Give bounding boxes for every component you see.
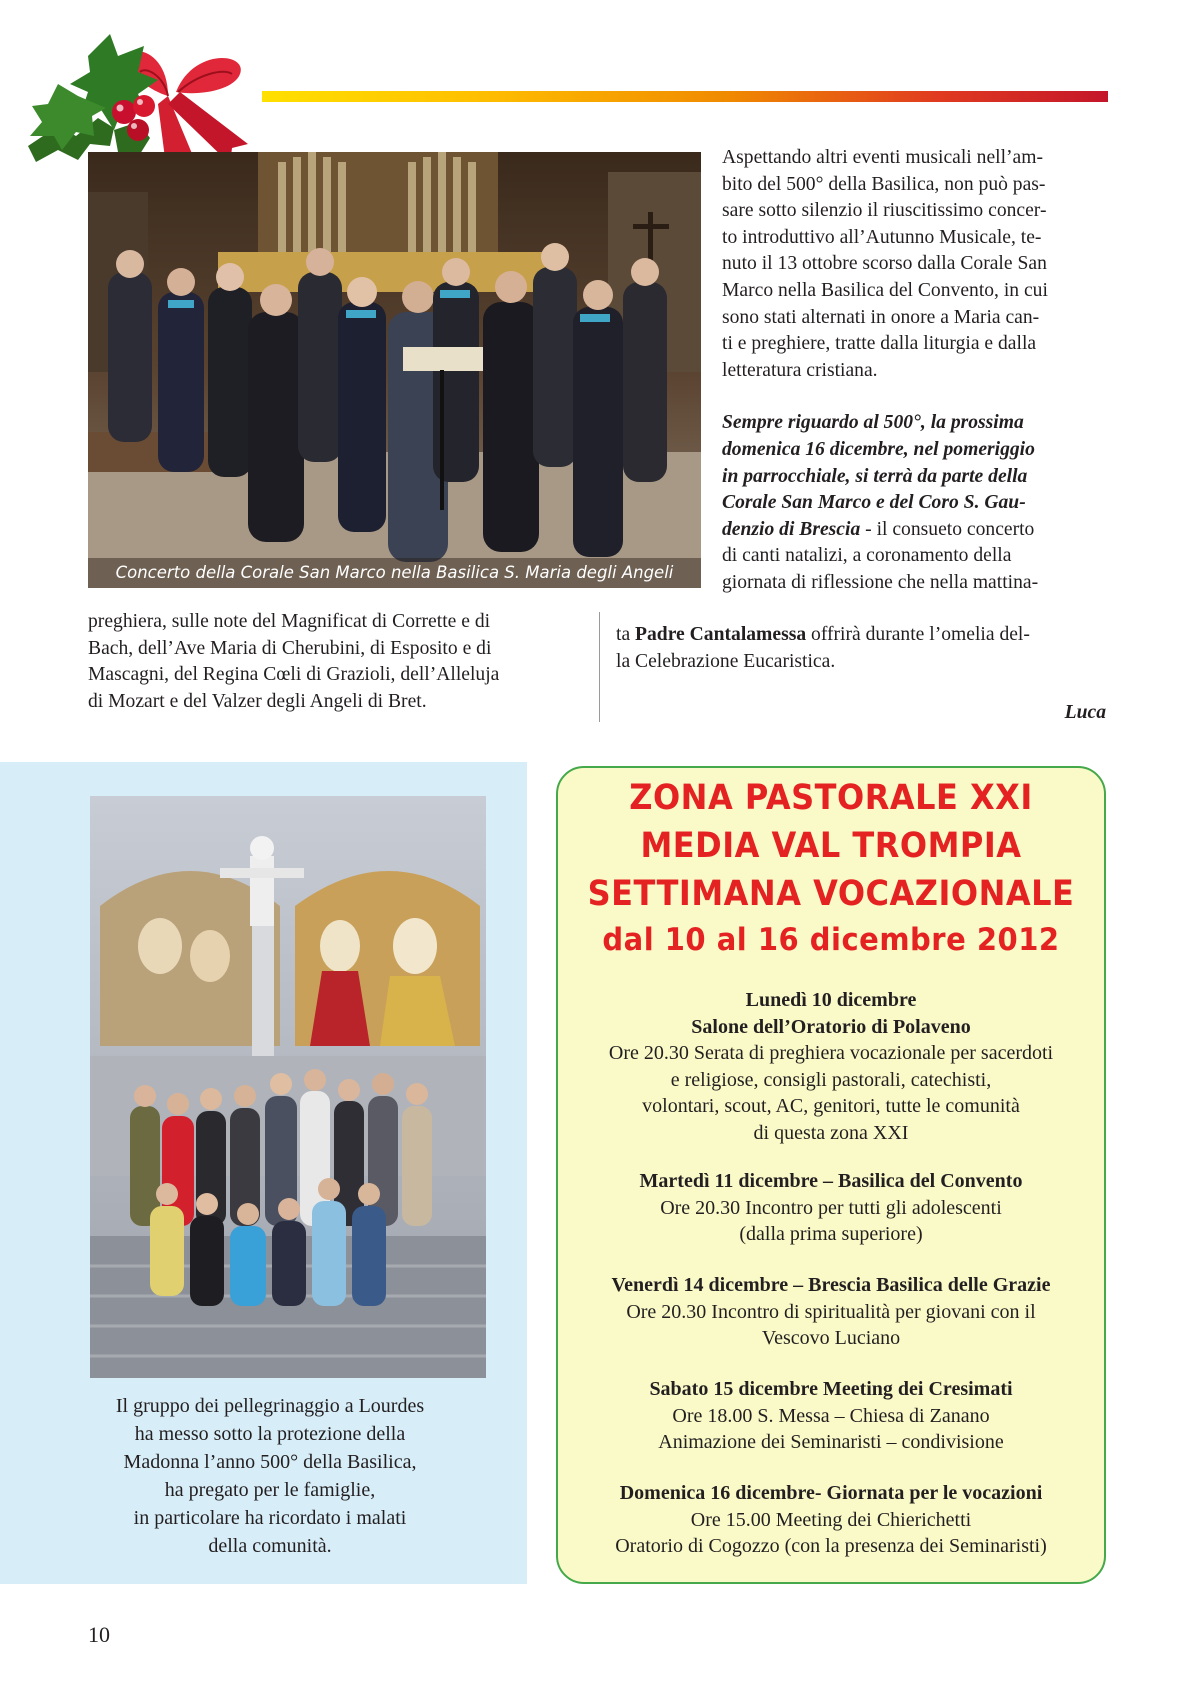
event-monday (556, 987, 1106, 1146)
paragraph-announcement (722, 410, 1106, 596)
event-line: Ore 18.00 S. Messa – Chiesa di Zanano (672, 1404, 990, 1427)
text-line: in parrocchiale, si terrà da parte della (722, 465, 1028, 487)
zona-title-line3: SETTIMANA VOCAZIONALE (587, 872, 1075, 914)
text-line: sono stati alternati in onore a Maria can- (722, 306, 1040, 328)
text-line: Marco nella Basilica del Convento, in cui (722, 279, 1048, 301)
zona-dates: dal 10 al 16 dicembre 2012 (602, 920, 1060, 958)
text-line: nuto il 13 ottobre scorso dalla Corale San (722, 253, 1047, 275)
text-line: ta (616, 624, 636, 645)
event-line: Animazione dei Seminaristi – condivisione (658, 1431, 1004, 1453)
event-saturday (556, 1376, 1106, 1456)
text-line: di Mozart e del Valzer degli Angeli di Bret. (88, 690, 427, 712)
name-padre-cantalamessa: Padre Cantalamessa (635, 624, 807, 645)
event-heading: Domenica 16 dicembre- Giornata per le vocazioni (619, 1482, 1043, 1504)
lourdes-group-photo (90, 796, 486, 1378)
holly-decoration-icon (18, 26, 280, 170)
event-line: Ore 15.00 Meeting dei Chierichetti (690, 1508, 972, 1531)
event-line: (dalla prima superiore) (739, 1223, 923, 1245)
text-line: Corale San Marco e del Coro S. Gau- (722, 492, 1026, 514)
caption-line: Il gruppo dei pellegrinaggio a Lourdes (115, 1395, 425, 1417)
author-signature: Luca (1064, 702, 1106, 723)
text-line: offrirà durante l’omelia del- (806, 624, 1030, 645)
zona-title-line1: ZONA PASTORALE XXI (629, 776, 1033, 818)
text-line: Bach, dell’Ave Maria di Cherubini, di Esposito e di (88, 637, 492, 659)
text-line: - il consueto concerto (860, 518, 1035, 540)
event-sunday (556, 1480, 1106, 1560)
event-line: Ore 20.30 Incontro per tutti gli adolescenti (660, 1196, 1002, 1219)
zona-title-line2: MEDIA VAL TROMPIA (640, 824, 1022, 866)
text-line: di canti natalizi, a coronamento della (722, 545, 1012, 567)
event-heading: Martedì 11 dicembre – Basilica del Convento (639, 1170, 1023, 1192)
event-tuesday (556, 1168, 1106, 1248)
article-wrap-text (616, 622, 1106, 675)
choir-concert-photo (88, 152, 701, 588)
event-line: Vescovo Luciano (761, 1327, 901, 1349)
event-heading: Venerdì 14 dicembre – Brescia Basilica delle Grazie (611, 1274, 1051, 1296)
event-line: Ore 20.30 Serata di preghiera vocazionale per sacerdoti (608, 1042, 1054, 1064)
caption-line: in particolare ha ricordato i malati (133, 1507, 407, 1529)
text-line: letteratura cristiana. (722, 359, 878, 381)
article-left-column (88, 609, 576, 715)
text-line: la Celebrazione Eucaristica. (616, 650, 836, 672)
event-line: Ore 20.30 Incontro di spiritualità per giovani con il (626, 1300, 1036, 1323)
event-heading: Sabato 15 dicembre Meeting dei Cresimati (649, 1378, 1013, 1400)
text-line: Aspettando altri eventi musicali nell’am- (722, 147, 1044, 168)
event-line: di questa zona XXI (753, 1121, 909, 1144)
caption-line: ha pregato per le famiglie, (164, 1479, 376, 1501)
text-line: bito del 500° della Basilica, non può pas- (722, 173, 1046, 195)
text-line: domenica 16 dicembre, nel pomeriggio (722, 438, 1035, 460)
caption-line: Madonna l’anno 500° della Basilica, (123, 1451, 417, 1473)
article-right-column (722, 145, 1106, 597)
event-friday (556, 1272, 1106, 1352)
text-line: to introduttivo all’Autunno Musicale, te- (722, 226, 1042, 248)
text-line: Mascagni, del Regina Cœli di Grazioli, dell’Alleluja (88, 664, 500, 686)
text-line: ti e preghiere, tratte dalla liturgia e dalla (722, 333, 1037, 355)
event-line: Oratorio di Cogozzo (con la presenza dei Seminaristi) (615, 1535, 1047, 1557)
event-heading: Lunedì 10 dicembre (745, 989, 917, 1011)
text-line: Sempre riguardo al 500°, la prossima (722, 412, 1024, 434)
event-line: e religiose, consigli pastorali, catechisti, (670, 1068, 992, 1091)
text-line: sare sotto silenzio il riuscitissimo concer- (722, 200, 1047, 222)
page-number: 10 (88, 1622, 110, 1647)
photo-caption: Concerto della Corale San Marco nella Basilica S. Maria degli Angeli (88, 558, 701, 588)
column-divider (599, 612, 600, 722)
caption-line: della comunità. (208, 1535, 332, 1557)
paragraph-intro (722, 145, 1106, 384)
text-line: giornata di riflessione che nella mattina- (722, 571, 1039, 593)
caption-line: ha messo sotto la protezione della (134, 1423, 406, 1445)
lourdes-photo-caption (40, 1392, 500, 1560)
header-gradient-rule (262, 91, 1108, 102)
text-line: preghiera, sulle note del Magnificat di Corrette e di (88, 611, 491, 632)
text-line: denzio di Brescia (722, 518, 861, 540)
event-line: volontari, scout, AC, genitori, tutte le comunità (642, 1095, 1020, 1117)
event-heading: Salone dell’Oratorio di Polaveno (691, 1015, 971, 1038)
